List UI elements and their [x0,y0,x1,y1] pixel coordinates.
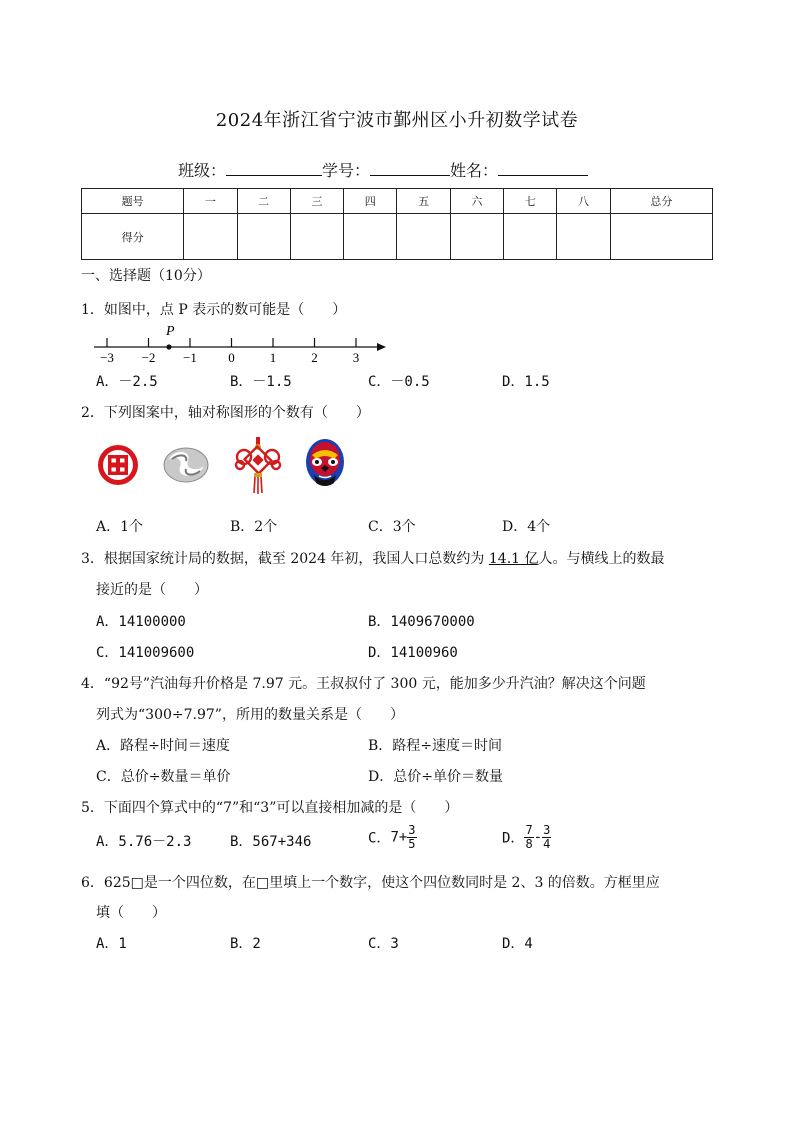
class-field[interactable] [226,161,322,176]
score-table-header [82,189,713,214]
q4-option-b[interactable]: B．路程÷速度＝时间 [368,738,503,754]
number-line-tick-label: 1 [269,350,277,365]
score-cell[interactable] [504,214,557,260]
score-cell[interactable] [450,214,503,260]
q1-option-c[interactable]: C．－0.5 [368,374,430,390]
number-line-arrow [377,343,386,351]
q5-d-prefix: D． [502,830,525,847]
q2-option-c[interactable]: C．3个 [368,519,416,535]
opera-mask-icon [304,437,346,491]
score-cell[interactable] [610,214,712,260]
q3-underlined-value: 14.1 亿 [488,551,539,567]
score-cell[interactable] [184,214,237,260]
q1-option-d[interactable]: D．1.5 [502,374,550,390]
fraction [524,824,533,851]
q4-option-a[interactable]: A．路程÷时间＝速度 [96,738,230,754]
number-line-tick-label: −2 [141,350,156,365]
q3-stem-part: 3．根据国家统计局的数据，截至 2024 年初，我国人口总数约为 [81,551,489,567]
q6-option-a[interactable]: A．1 [96,936,127,952]
q3-option-a[interactable]: A．14100000 [96,614,186,630]
question-1-stem: 1．如图中，点 P 表示的数可能是（ ） [81,302,347,318]
question-4-stem-line2: 列式为“300÷7.97”，所用的数量关系是（ ） [96,707,404,723]
q4-option-d[interactable]: D．总价÷单价＝数量 [368,769,503,785]
q5-option-b[interactable]: B．567+346 [230,834,312,850]
number-line-tick-label: 0 [228,350,235,365]
chinese-knot-icon [230,437,286,495]
numerator: 7 [525,823,533,837]
score-cell[interactable] [290,214,343,260]
q3-stem-part: 人。与横线上的数最 [538,551,665,567]
question-6-stem-line1: 6．625□是一个四位数，在□里填上一个数字，使这个四位数同时是 2、3 的倍数。方框里应 [81,875,660,891]
yin-yang-swirl-icon [162,445,210,485]
score-table-row [82,214,713,260]
point-p [166,344,171,349]
header-cell: 七 [504,189,557,214]
q2-option-b[interactable]: B．2个 [230,519,278,535]
section-heading: 一、选择题（10分） [81,268,211,284]
number-line-tick-label: −3 [100,350,114,365]
q6-option-b[interactable]: B．2 [230,936,261,952]
header-cell: 总分 [610,189,712,214]
header-cell: 八 [557,189,610,214]
q1-option-b[interactable]: B．－1.5 [230,374,292,390]
question-3-stem-line2: 接近的是（ ） [96,582,208,598]
score-cell[interactable] [344,214,397,260]
question-3-stem-line1 [81,548,665,568]
score-cell[interactable] [397,214,450,260]
question-5-stem: 5．下面四个算式中的“7”和“3”可以直接相加减的是（ ） [81,800,459,816]
number-line-tick-label: −1 [183,350,197,365]
bank-logo-icon [95,442,141,488]
header-cell: 五 [397,189,450,214]
question-4-stem-line1: 4．“92号”汽油每升价格是 7.97 元。王叔叔付了 300 元，能加多少升汽油？解决这个问题 [81,676,646,692]
denominator: 8 [525,837,533,851]
denominator: 5 [408,837,416,851]
header-cell: 三 [290,189,343,214]
q3-option-b[interactable]: B．1409670000 [368,614,475,630]
class-label: 班级： [178,161,227,180]
question-6-stem-line2: 填（ ） [96,905,166,921]
minus-sign: - [533,829,543,846]
q5-option-a[interactable]: A．5.76－2.3 [96,834,192,850]
q6-option-d[interactable]: D．4 [502,936,533,952]
number-line [90,318,390,366]
fraction [407,824,416,851]
row-label: 得分 [82,214,184,260]
q6-option-c[interactable]: C．3 [368,936,399,952]
q2-option-a[interactable]: A．1个 [96,519,144,535]
q5-option-d[interactable] [502,824,551,851]
denominator: 4 [543,837,551,851]
q5-c-prefix: C． [368,830,391,847]
number-line-tick-label: 3 [352,350,360,365]
header-cell: 一 [184,189,237,214]
id-label: 学号： [322,161,371,180]
q5-option-c[interactable] [368,824,417,851]
header-cell: 题号 [82,189,184,214]
id-field[interactable] [370,161,450,176]
score-table [81,188,713,260]
q2-option-d[interactable]: D．4个 [502,519,551,535]
student-info [178,158,588,181]
page-title: 2024年浙江省宁波市鄞州区小升初数学试卷 [215,110,579,131]
q5-c-int: 7+ [390,829,408,846]
point-p-label: P [166,324,175,339]
q3-option-d[interactable]: D．14100960 [368,645,458,661]
score-cell[interactable] [237,214,290,260]
name-label: 姓名： [450,161,499,180]
name-field[interactable] [498,161,588,176]
header-cell: 二 [237,189,290,214]
numerator: 3 [408,823,416,837]
number-line-tick-label: 2 [311,350,318,365]
q3-option-c[interactable]: C．141009600 [96,645,195,661]
header-cell: 六 [450,189,503,214]
score-cell[interactable] [557,214,610,260]
question-2-stem: 2．下列图案中，轴对称图形的个数有（ ） [81,405,370,421]
header-cell: 四 [344,189,397,214]
q1-option-a[interactable]: A．－2.5 [96,374,158,390]
numerator: 3 [543,823,551,837]
fraction [542,824,551,851]
q4-option-c[interactable]: C．总价÷数量＝单价 [96,769,231,785]
